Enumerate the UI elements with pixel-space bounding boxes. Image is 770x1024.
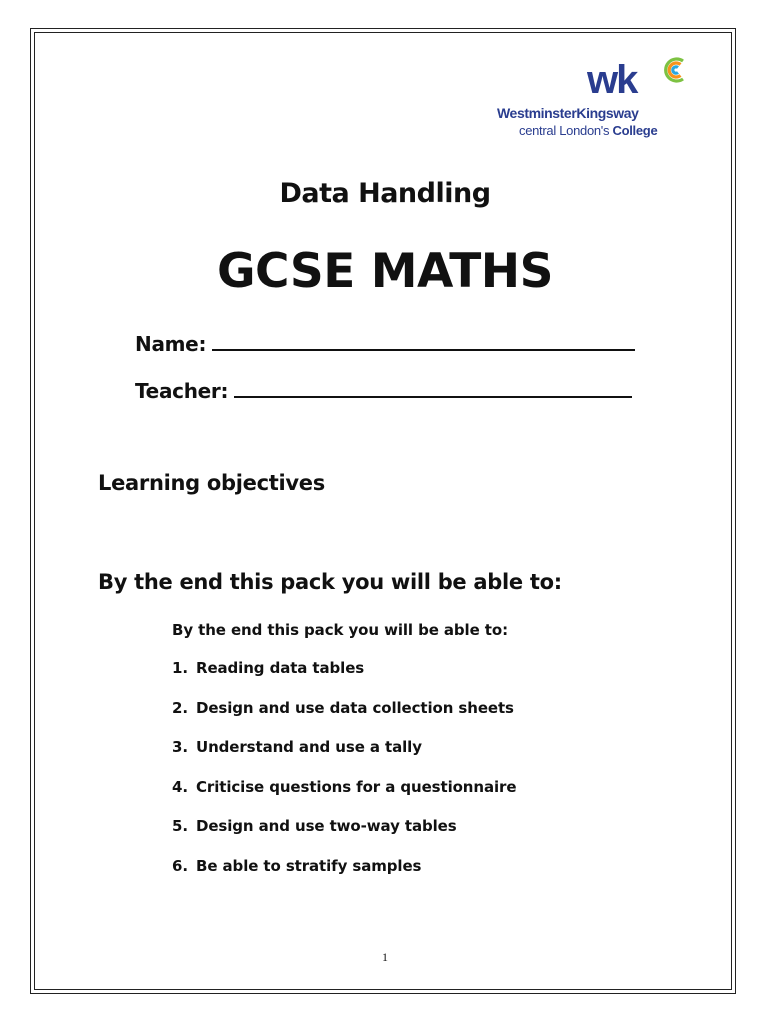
page-number: 1 [382,950,388,964]
logo-tagline-prefix: central London's [519,123,610,138]
objectives-list [172,659,692,897]
list-item [172,738,692,778]
list-item [172,817,692,857]
name-blank-line[interactable] [212,331,635,351]
wk-logo-mark [587,55,692,103]
learning-objectives-heading: Learning objectives [98,471,325,495]
teacher-blank-line[interactable] [234,378,632,398]
list-item-text: Criticise questions for a questionnaire [196,777,517,796]
logo-rings-icon [666,59,683,81]
name-label: Name: [135,332,207,356]
page-title: GCSE MATHS [216,244,553,299]
logo-tagline [519,123,689,138]
name-field[interactable] [135,331,635,356]
list-item [172,857,692,897]
list-item-number: 5. [172,817,188,836]
college-logo [497,55,687,145]
list-item-text: Understand and use a tally [196,738,422,757]
pack-heading: By the end this pack you will be able to: [98,570,562,594]
list-item [172,778,692,818]
logo-wk-text: wk [587,58,637,102]
logo-tagline-college: College [612,123,658,138]
subject-heading: Data Handling [279,178,491,209]
objectives-block [172,621,692,897]
objectives-intro: By the end this pack you will be able to: [172,621,508,639]
list-item-text: Reading data tables [196,659,365,677]
list-item-number: 3. [172,738,188,757]
list-item-number: 1. [172,659,188,677]
teacher-field[interactable] [135,378,632,403]
list-item [172,659,692,699]
logo-college-name: WestminsterKingsway [497,105,639,121]
list-item-text: Be able to stratify samples [196,856,422,875]
list-item-text: Design and use two-way tables [196,817,457,836]
list-item-number: 6. [172,856,188,875]
list-item [172,699,692,739]
list-item-number: 4. [172,777,188,796]
list-item-number: 2. [172,698,188,717]
teacher-label: Teacher: [135,379,229,403]
list-item-text: Design and use data collection sheets [196,698,514,717]
